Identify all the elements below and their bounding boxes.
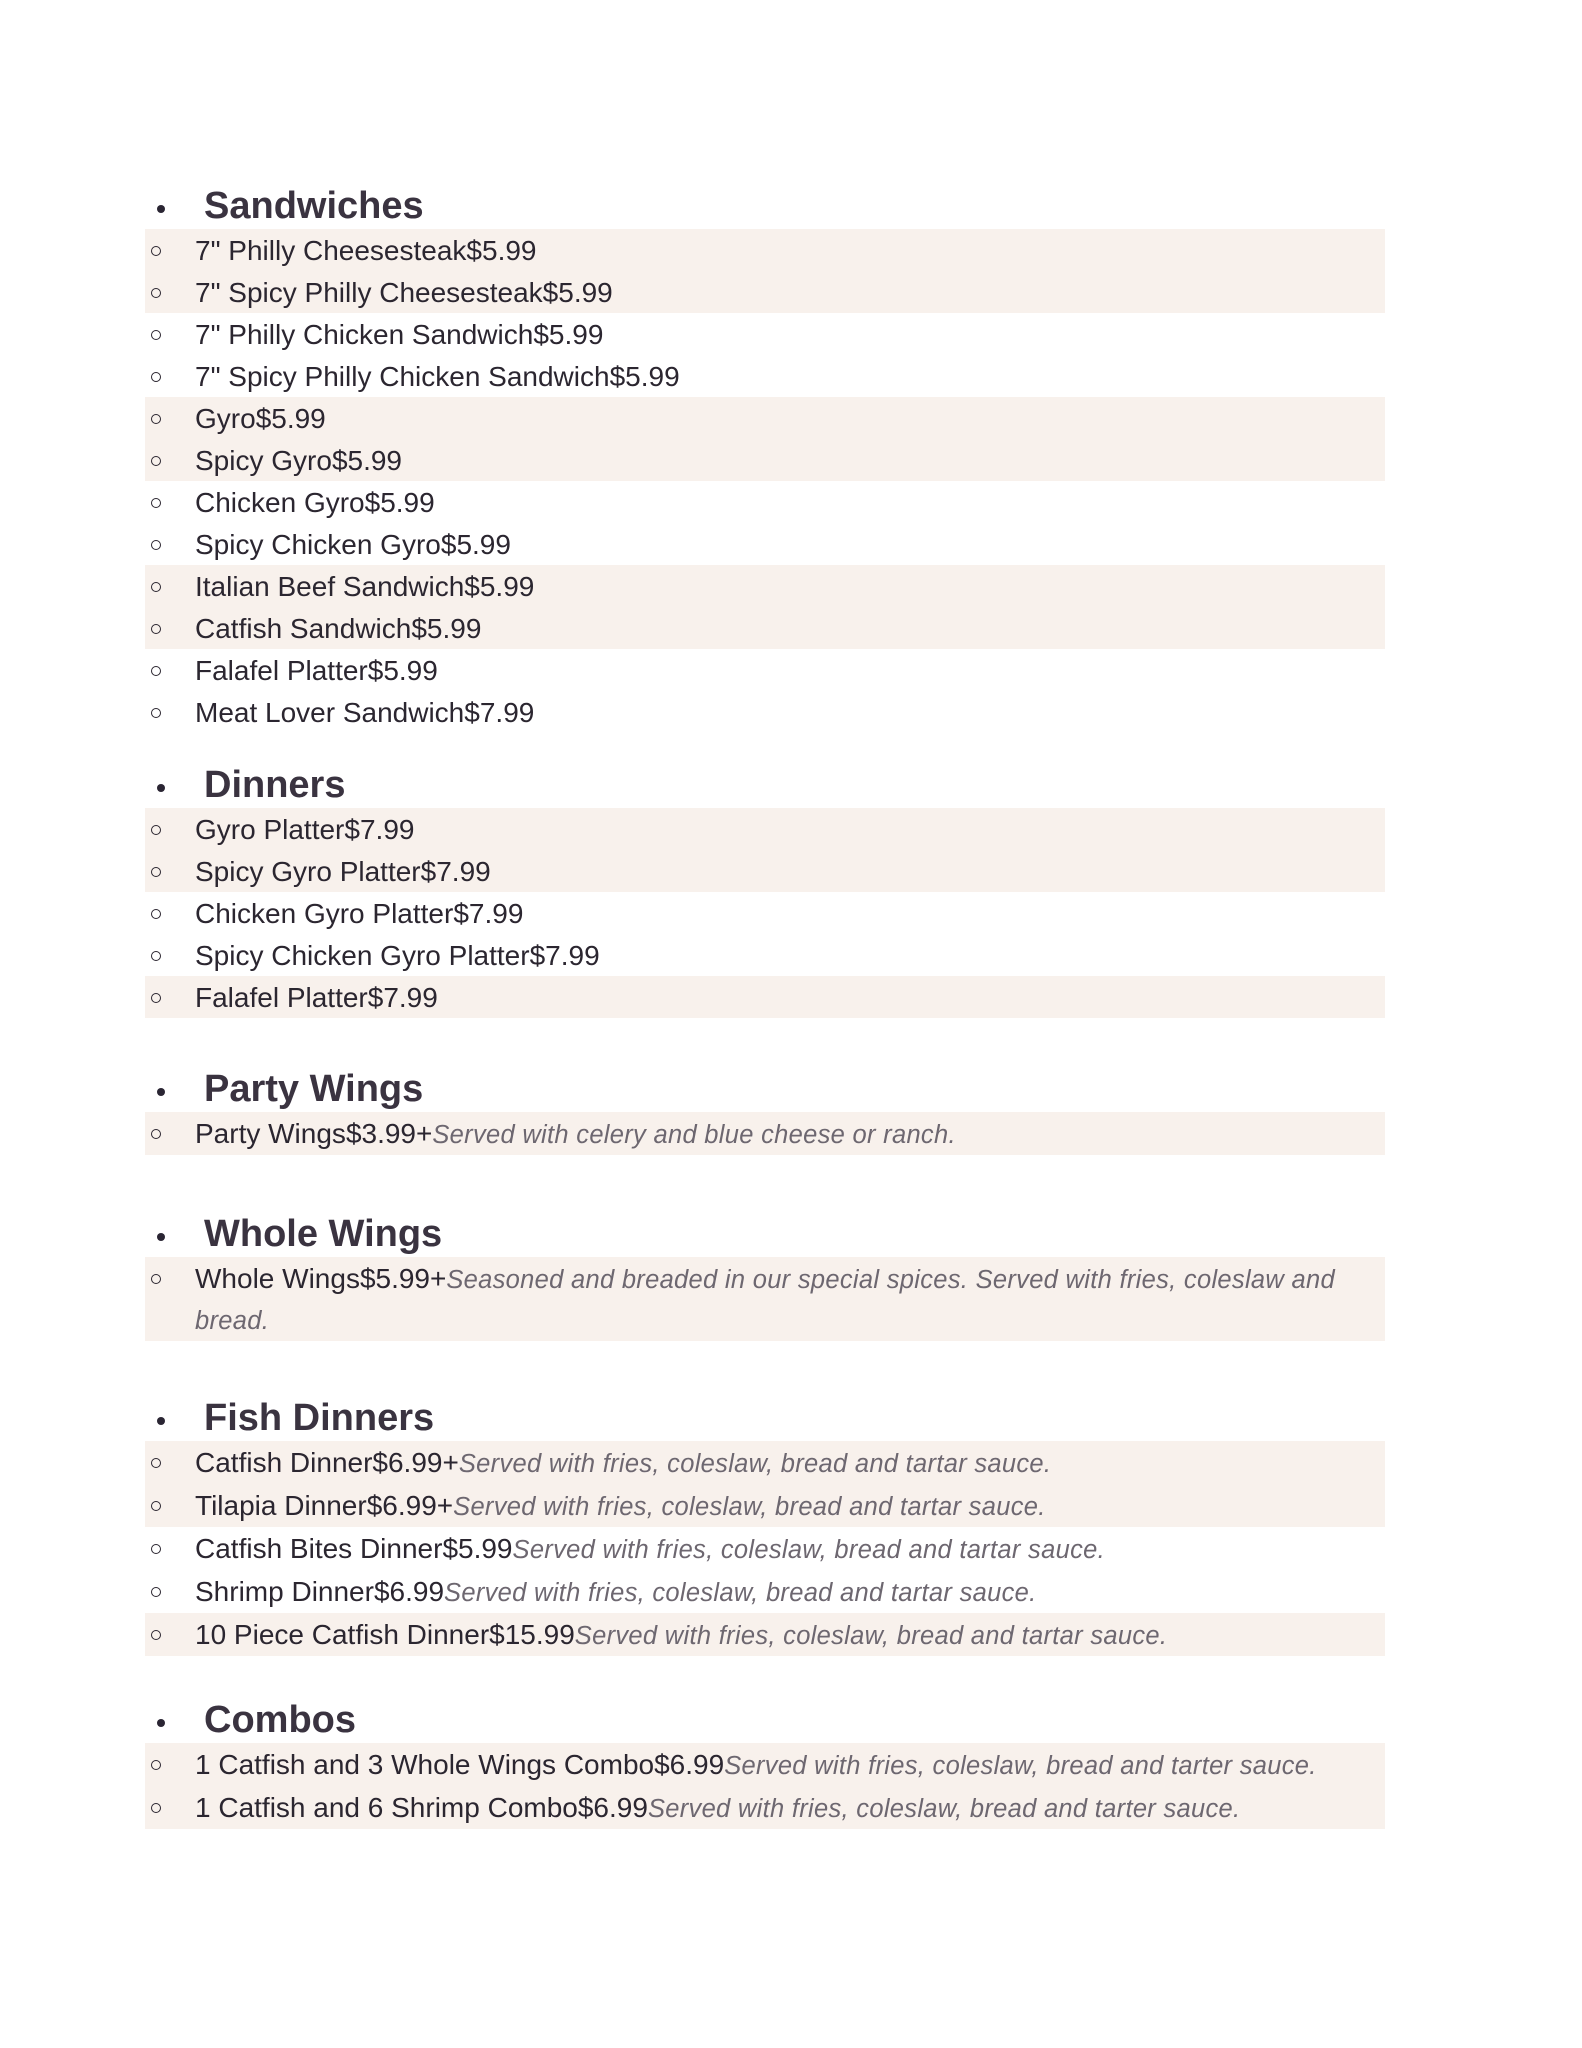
bullet-disc-icon [157, 1233, 165, 1241]
bullet-circle-icon [151, 1458, 161, 1468]
item-price: $5.99 [542, 277, 613, 308]
menu-section-whole-wings [0, 1211, 1582, 1341]
item-name: Gyro [195, 403, 256, 434]
menu-item [145, 1613, 1385, 1656]
menu-item [145, 313, 1385, 355]
item-name: Spicy Gyro Platter [195, 856, 421, 887]
menu-item [145, 808, 1385, 850]
bullet-circle-icon [151, 951, 161, 961]
section-title: Dinners [204, 764, 346, 806]
bullet-circle-icon [151, 414, 161, 424]
menu-item-list [0, 808, 1582, 1018]
item-description: Served with fries, coleslaw, bread and tarter sauce. [647, 1795, 1241, 1823]
item-name: Italian Beef Sandwich [195, 571, 465, 602]
item-price: $5.99 [442, 1533, 513, 1564]
item-price: $5.99 [533, 319, 604, 350]
item-price: $7.99 [367, 982, 438, 1013]
menu-item [145, 1743, 1385, 1786]
menu-item-list [0, 1257, 1582, 1341]
item-name: 7" Philly Cheesesteak [195, 235, 467, 266]
menu-item [145, 1112, 1385, 1155]
bullet-circle-icon [151, 1501, 161, 1511]
bullet-circle-icon [151, 993, 161, 1003]
bullet-circle-icon [151, 372, 161, 382]
item-name: 10 Piece Catfish Dinner [195, 1619, 490, 1650]
item-name: Whole Wings [195, 1263, 360, 1294]
item-price: $5.99 [364, 487, 435, 518]
section-heading [0, 1395, 1582, 1441]
bullet-circle-icon [151, 1587, 161, 1597]
section-title: Combos [204, 1699, 356, 1741]
item-price: $5.99 [255, 403, 326, 434]
item-price: $5.99 [331, 445, 403, 476]
item-name: Chicken Gyro [195, 487, 365, 518]
bullet-disc-icon [157, 1417, 165, 1425]
menu-item [145, 850, 1385, 892]
bullet-circle-icon [151, 825, 161, 835]
item-name: Falafel Platter [195, 982, 368, 1013]
item-name: 7" Spicy Philly Chicken Sandwich [195, 361, 610, 392]
item-name: Spicy Chicken Gyro [195, 529, 441, 560]
menu-item [145, 355, 1385, 397]
item-name: Catfish Sandwich [195, 613, 412, 644]
item-price: $7.99 [529, 940, 600, 971]
section-heading [0, 1211, 1582, 1257]
section-title: Party Wings [204, 1068, 424, 1110]
menu-section-sandwiches [0, 183, 1582, 733]
bullet-circle-icon [151, 624, 161, 634]
menu-item [145, 523, 1385, 565]
item-description: Served with fries, coleslaw, bread and tartar sauce. [512, 1536, 1105, 1564]
item-name: 1 Catfish and 3 Whole Wings Combo [195, 1749, 655, 1780]
item-price: $5.99 [466, 235, 537, 266]
item-price: $6.99 [654, 1749, 725, 1780]
item-price: $6.99 [373, 1576, 445, 1607]
item-price: $7.99 [420, 856, 491, 887]
menu-item-list [0, 229, 1582, 733]
menu-item [145, 1441, 1385, 1484]
bullet-circle-icon [151, 456, 161, 466]
item-price: $7.99 [464, 697, 535, 728]
item-name: Spicy Gyro [195, 445, 332, 476]
menu-item [145, 1570, 1385, 1613]
menu-item [145, 649, 1385, 691]
bullet-circle-icon [151, 288, 161, 298]
item-description: Served with fries, coleslaw, bread and tartar sauce. [444, 1579, 1037, 1607]
bullet-circle-icon [151, 708, 161, 718]
item-price: $7.99 [344, 814, 415, 845]
item-description: Served with celery and blue cheese or ranch. [432, 1121, 956, 1149]
menu-item-list [0, 1743, 1582, 1829]
section-title: Sandwiches [204, 185, 424, 227]
item-price: $5.99 [609, 361, 680, 392]
menu-item [145, 1786, 1385, 1829]
menu-item [145, 691, 1385, 733]
menu-item [145, 271, 1385, 313]
menu-item [145, 1484, 1385, 1527]
item-price: $6.99+ [372, 1447, 459, 1478]
item-description: Served with fries, coleslaw, bread and tartar sauce. [458, 1450, 1052, 1478]
item-description: Served with fries, coleslaw, bread and tartar sauce. [453, 1493, 1046, 1521]
item-description: Served with fries, coleslaw, bread and tarter sauce. [724, 1752, 1317, 1780]
menu-item [145, 439, 1385, 481]
section-heading [0, 762, 1582, 808]
item-price: $5.99+ [359, 1263, 447, 1294]
item-name: Catfish Bites Dinner [195, 1533, 443, 1564]
bullet-circle-icon [151, 867, 161, 877]
item-price: $5.99 [440, 529, 511, 560]
item-price: $7.99 [453, 898, 524, 929]
menu-item [145, 481, 1385, 523]
bullet-circle-icon [151, 666, 161, 676]
item-price: $15.99 [489, 1619, 575, 1650]
menu-item [145, 565, 1385, 607]
bullet-circle-icon [151, 1274, 161, 1284]
item-price: $3.99+ [345, 1118, 433, 1149]
item-price: $6.99+ [366, 1490, 454, 1521]
bullet-disc-icon [157, 1719, 165, 1727]
item-description: Served with fries, coleslaw, bread and tartar sauce. [574, 1622, 1168, 1650]
item-name: Meat Lover Sandwich [195, 697, 465, 728]
section-title: Whole Wings [204, 1213, 443, 1255]
menu-item [145, 229, 1385, 271]
menu-item [145, 397, 1385, 439]
bullet-disc-icon [157, 1088, 165, 1096]
menu-section-fish-dinners [0, 1395, 1582, 1656]
menu-item-list [0, 1112, 1582, 1155]
bullet-circle-icon [151, 540, 161, 550]
item-name: Chicken Gyro Platter [195, 898, 454, 929]
item-price: $6.99 [577, 1792, 648, 1823]
item-price: $5.99 [464, 571, 535, 602]
menu-item-list [0, 1441, 1582, 1656]
item-price: $5.99 [367, 655, 438, 686]
bullet-circle-icon [151, 1803, 161, 1813]
bullet-disc-icon [157, 784, 165, 792]
section-title: Fish Dinners [204, 1397, 435, 1439]
bullet-circle-icon [151, 909, 161, 919]
bullet-circle-icon [151, 1544, 161, 1554]
menu-item [145, 1257, 1385, 1341]
menu-item [145, 934, 1385, 976]
item-name: Tilapia Dinner [195, 1490, 367, 1521]
section-heading [0, 183, 1582, 229]
bullet-circle-icon [151, 498, 161, 508]
menu-section-combos [0, 1697, 1582, 1829]
bullet-circle-icon [151, 582, 161, 592]
section-heading [0, 1066, 1582, 1112]
item-name: Falafel Platter [195, 655, 368, 686]
bullet-circle-icon [151, 1630, 161, 1640]
item-name: Party Wings [195, 1118, 346, 1149]
bullet-circle-icon [151, 1129, 161, 1139]
item-name: 1 Catfish and 6 Shrimp Combo [195, 1792, 578, 1823]
item-description: Seasoned and breaded in our special spices. Served with fries, coleslaw and bread. [195, 1266, 1335, 1335]
bullet-disc-icon [157, 205, 165, 213]
menu-item [145, 1527, 1385, 1570]
menu-section-dinners [0, 762, 1582, 1018]
item-name: Shrimp Dinner [195, 1576, 374, 1607]
section-heading [0, 1697, 1582, 1743]
menu-section-party-wings [0, 1066, 1582, 1155]
bullet-circle-icon [151, 246, 161, 256]
bullet-circle-icon [151, 330, 161, 340]
item-price: $5.99 [411, 613, 482, 644]
menu-item [145, 976, 1385, 1018]
item-name: 7" Philly Chicken Sandwich [195, 319, 534, 350]
item-name: Gyro Platter [195, 814, 345, 845]
menu-item [145, 607, 1385, 649]
item-name: Catfish Dinner [195, 1447, 373, 1478]
item-name: 7" Spicy Philly Cheesesteak [195, 277, 543, 308]
menu-item [145, 892, 1385, 934]
bullet-circle-icon [151, 1760, 161, 1770]
item-name: Spicy Chicken Gyro Platter [195, 940, 530, 971]
